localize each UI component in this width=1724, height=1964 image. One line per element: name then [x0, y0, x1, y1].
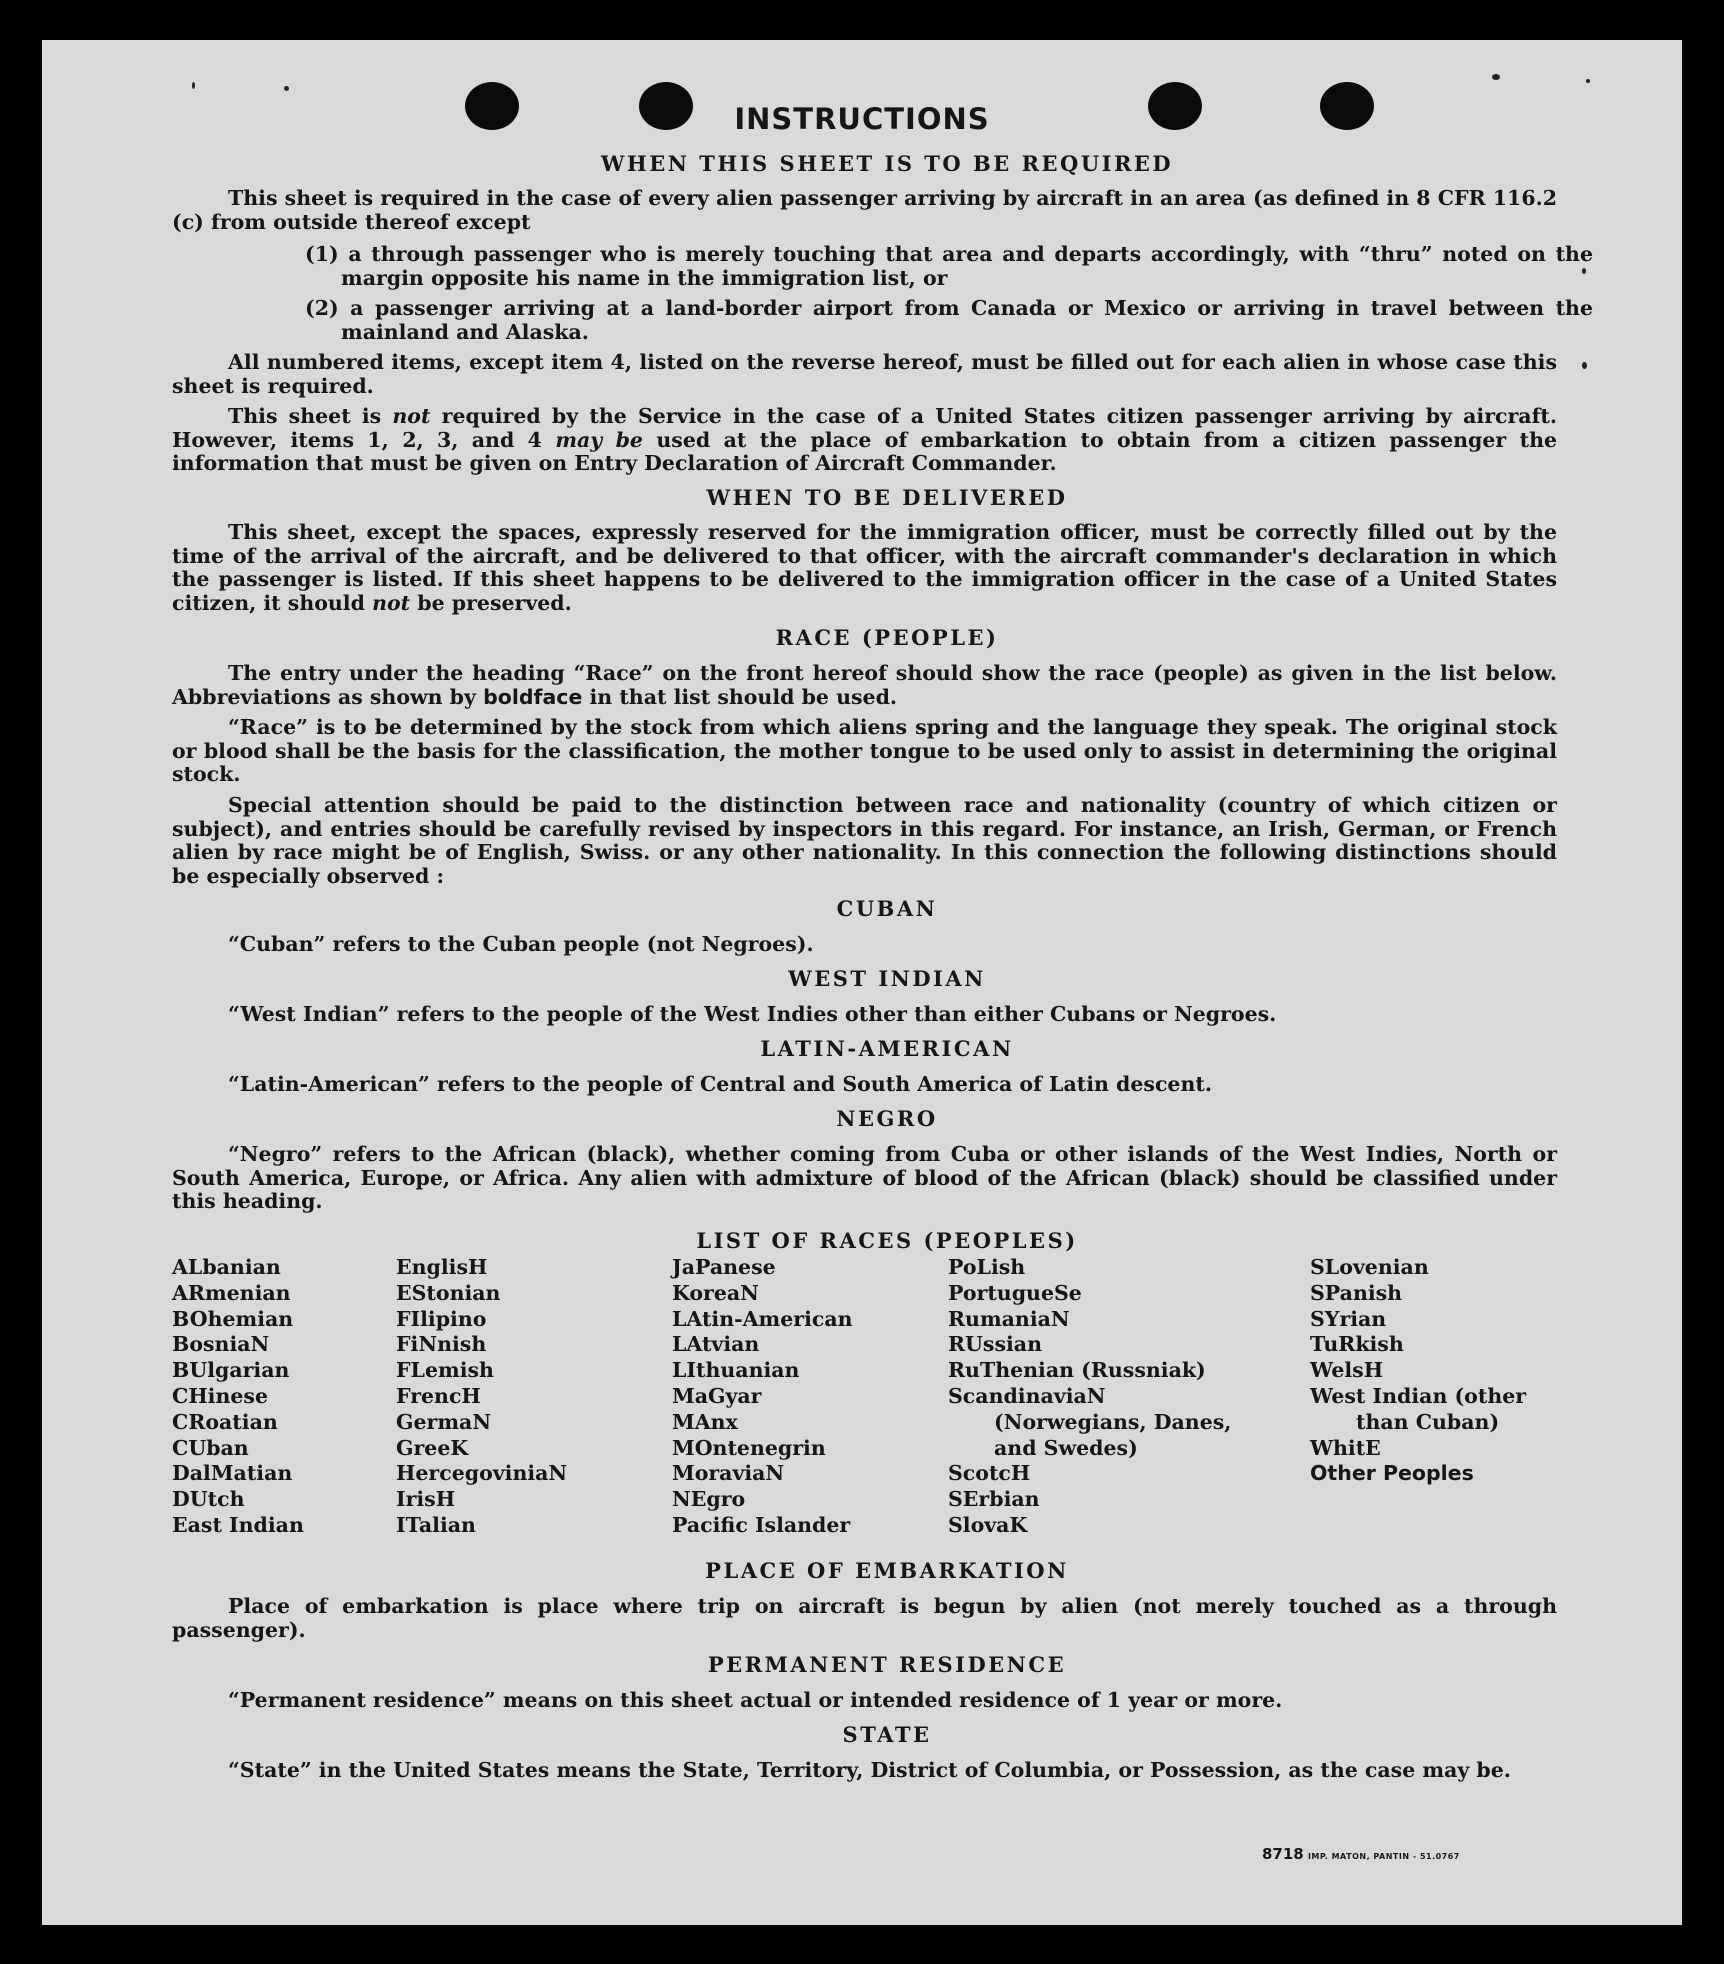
race-item: PoLish — [948, 1255, 1026, 1279]
race-item: BosniaN — [172, 1332, 270, 1357]
race-item: MaGyar — [672, 1383, 762, 1408]
paragraph-cuban — [172, 933, 1557, 957]
heading-race: RACE (PEOPLE) — [775, 625, 999, 650]
race-item: SErbian — [948, 1487, 1040, 1512]
race-item: PortugueSe — [948, 1280, 1082, 1305]
delivered-text-a: This sheet, except the spaces, expressly reserved for the immigration officer, must be correctly filled out by the time of the arrival of the aircraft, and be delivered to that officer, with the aircraft commander's declaration in which the passenger is listed. If this sheet happens to be delivered to the immigration officer in the case of a United States citizen, it should — [172, 520, 1557, 615]
embarkation-text: Place of embarkation is place where trip on aircraft is begun by alien (not merely touched as a through passenger). — [172, 1594, 1557, 1642]
race-item: East Indian — [172, 1512, 304, 1537]
paper-speck — [1586, 79, 1590, 83]
state-text: “State” in the United States means the State, Territory, District of Columbia, or Possession, as the case may be. — [228, 1758, 1511, 1782]
race-item: Pacific Islander — [672, 1512, 851, 1537]
residence-text: “Permanent residence” means on this sheet actual or intended residence of 1 year or more. — [228, 1688, 1283, 1712]
race-item: RuThenian (Russniak) — [948, 1358, 1206, 1383]
race-item: GreeK — [396, 1435, 469, 1460]
paragraph-negro — [172, 1143, 1557, 1214]
race-item: DUtch — [172, 1487, 245, 1512]
race-item: DalMatian — [172, 1461, 293, 1486]
race-item: FLemish — [396, 1358, 494, 1383]
heading-when-delivered: WHEN TO BE DELIVERED — [706, 485, 1068, 510]
paragraph-residence — [172, 1689, 1557, 1713]
paragraph-numbered-items — [172, 351, 1557, 398]
exception-item-1: (1) a through passenger who is merely touching that area and departs accordingly, with “thru” noted on the margin opposite his name in the immigration list, or — [305, 242, 1593, 290]
paragraph-latin-american — [172, 1073, 1557, 1097]
race-item: FiNnish — [396, 1332, 487, 1357]
race-item: BOhemian — [172, 1306, 294, 1331]
citizen-emphasis-maybe: may be — [555, 427, 643, 452]
race-entry-text-b: in that list should be used. — [589, 684, 898, 709]
races-column-2 — [396, 1255, 567, 1539]
paragraph-numbered-items-text: All numbered items, except item 4, listed on the reverse hereof, must be filled out for each alien in whose case this sheet is required. — [172, 350, 1557, 398]
heading-west-indian: WEST INDIAN — [788, 966, 986, 991]
race-item: ScandinaviaN (Norwegians, Danes, and Swedes) — [948, 1383, 1232, 1460]
race-item: HercegoviniaN — [396, 1461, 568, 1486]
races-column-5 — [1310, 1255, 1560, 1487]
race-item: SlovaK — [948, 1512, 1028, 1537]
race-item: EStonian — [396, 1280, 501, 1305]
race-item: CUban — [172, 1435, 249, 1460]
race-item: LAtin-American — [672, 1306, 853, 1331]
paragraph-west-indian — [172, 1003, 1557, 1027]
heading-when-required: WHEN THIS SHEET IS TO BE REQUIRED — [600, 151, 1174, 176]
heading-place-of-embarkation: PLACE OF EMBARKATION — [705, 1558, 1069, 1583]
race-entry-boldface: boldface — [483, 684, 583, 709]
document-sheet — [42, 40, 1682, 1925]
paragraph-state — [172, 1759, 1557, 1783]
west-indian-text: “West Indian” refers to the people of the West Indies other than either Cubans or Negroes. — [228, 1002, 1277, 1026]
race-item: FIlipino — [396, 1306, 487, 1331]
paper-speck — [1492, 74, 1500, 80]
race-item: West Indian (other than Cuban) — [1310, 1383, 1527, 1434]
race-item: GermaN — [396, 1409, 492, 1434]
citizen-text-a: This sheet is — [228, 404, 382, 428]
race-item: FrencH — [396, 1383, 481, 1408]
race-item: KoreaN — [672, 1280, 759, 1305]
race-item: EnglisH — [396, 1255, 488, 1279]
page-title: INSTRUCTIONS — [734, 102, 990, 136]
delivered-emphasis-not: not — [372, 590, 411, 615]
race-item: ARmenian — [172, 1280, 291, 1305]
printer-name: IMP. MATON, PANTIN - 51.0767 — [1307, 1852, 1460, 1861]
paragraph-race-stock — [172, 716, 1557, 787]
race-item: CHinese — [172, 1383, 269, 1408]
paper-speck — [192, 82, 195, 89]
race-item: WelsH — [1310, 1358, 1384, 1383]
form-number: 8718 — [1262, 1845, 1304, 1863]
race-item: SPanish — [1310, 1280, 1403, 1305]
heading-cuban: CUBAN — [836, 896, 938, 921]
paper-speck — [284, 86, 289, 91]
race-item: MOntenegrin — [672, 1435, 826, 1460]
race-item: MAnx — [672, 1409, 738, 1434]
race-item: ITalian — [396, 1512, 476, 1537]
races-column-1 — [172, 1255, 304, 1539]
citizen-text-c: used at the place of embarkation to obtain from a citizen passenger the information that must be given on Entry Declaration of Aircraft Commander. — [172, 427, 1558, 475]
races-column-3 — [672, 1255, 853, 1539]
paragraph-race-nationality — [172, 794, 1557, 888]
race-entry-text-a: The entry under the heading “Race” on the front hereof should show the race (people) as given in the list below. Abbreviations as shown by — [172, 661, 1557, 709]
citizen-text-b: required by the Service in the case of a United States citizen passenger arriving by aircraft. However, items 1, 2, 3, and 4 — [172, 404, 1558, 452]
paragraph-race-entry — [172, 662, 1557, 709]
race-item: RUssian — [948, 1332, 1042, 1357]
latin-american-text: “Latin-American” refers to the people of Central and South America of Latin descent. — [228, 1072, 1212, 1096]
race-item: IrisH — [396, 1487, 456, 1512]
delivered-text-b: be preserved. — [417, 590, 572, 615]
race-stock-text: “Race” is to be determined by the stock from which aliens spring and the language they speak. The original stock or blood shall be the basis for the classification, the mother tongue to be used only to assist in determining the original stock. — [172, 715, 1557, 786]
race-item: WhitE — [1310, 1435, 1381, 1460]
citizen-emphasis-not: not — [392, 404, 431, 428]
heading-list-of-races: LIST OF RACES (PEOPLES) — [696, 1228, 1078, 1253]
cuban-text: “Cuban” refers to the Cuban people (not Negroes). — [228, 932, 814, 956]
paragraph-required-text: This sheet is required in the case of every alien passenger arriving by aircraft in an area (as defined in 8 CFR 116.2 (c) from outside thereof except — [172, 186, 1557, 234]
exception-item-2: (2) a passenger arriving at a land-border airport from Canada or Mexico or arriving in travel between the mainland and Alaska. — [305, 296, 1593, 344]
race-item: SYrian — [1310, 1306, 1387, 1331]
race-item: RumaniaN — [948, 1306, 1070, 1331]
race-item: TuRkish — [1310, 1332, 1404, 1357]
race-item: ALbanian — [172, 1255, 281, 1279]
paragraph-delivered — [172, 521, 1557, 615]
printer-imprint — [1262, 1845, 1460, 1863]
paragraph-required — [172, 187, 1557, 234]
races-column-4 — [948, 1255, 1238, 1539]
race-item: JaPanese — [672, 1255, 776, 1279]
race-item: LIthuanian — [672, 1358, 800, 1383]
negro-text: “Negro” refers to the African (black), whether coming from Cuba or other islands of the West Indies, North or South America, Europe, or Africa. Any alien with admixture of blood of the African (black) should be classified under this heading. — [172, 1142, 1557, 1213]
race-item: MoraviaN — [672, 1461, 785, 1486]
heading-latin-american: LATIN-AMERICAN — [760, 1036, 1014, 1061]
race-item: ScotcH — [948, 1461, 1031, 1486]
race-item: CRoatian — [172, 1409, 278, 1434]
heading-state: STATE — [842, 1722, 932, 1747]
race-item: BUlgarian — [172, 1358, 290, 1383]
heading-negro: NEGRO — [836, 1106, 938, 1131]
race-item: NEgro — [672, 1487, 746, 1512]
paragraph-embarkation — [172, 1595, 1557, 1642]
paragraph-citizen — [172, 405, 1557, 476]
race-nationality-text: Special attention should be paid to the distinction between race and nationality (country of which citizen or subject), and entries should be carefully revised by inspectors in this regard. For instance, an Irish, German, or French alien by race might be of English, Swiss. or any other nationality. In this connection the following distinctions should be especially observed : — [172, 793, 1557, 888]
paper-speck — [1582, 362, 1587, 369]
heading-permanent-residence: PERMANENT RESIDENCE — [707, 1652, 1067, 1677]
race-item: SLovenian — [1310, 1255, 1429, 1279]
race-item: Other Peoples — [1310, 1461, 1474, 1486]
race-item: LAtvian — [672, 1332, 760, 1357]
